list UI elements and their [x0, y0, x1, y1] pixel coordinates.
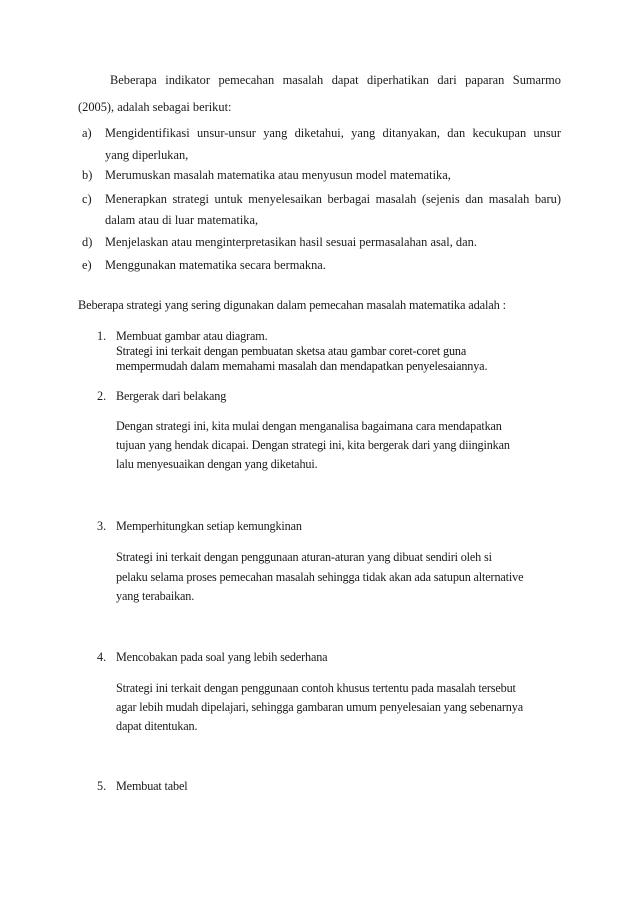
indicator-marker-a: a): [82, 126, 92, 140]
strategy-3-title: Memperhitungkan setiap kemungkinan: [116, 519, 302, 533]
indicator-marker-e: e): [82, 258, 92, 272]
strategy-4-desc-1: Strategi ini terkait dengan penggunaan contoh khusus tertentu pada masalah tersebut: [116, 681, 516, 695]
indicator-d-line-1: Menjelaskan atau menginterpretasikan hasil sesuai permasalahan asal, dan.: [105, 235, 477, 249]
strategy-5-title: Membuat tabel: [116, 779, 188, 793]
strategy-4-title: Mencobakan pada soal yang lebih sederhana: [116, 650, 328, 664]
strategy-4-desc-3: dapat ditentukan.: [116, 719, 198, 733]
indicator-e-line-1: Menggunakan matematika secara bermakna.: [105, 258, 326, 272]
intro-line-1: Beberapa indikator pemecahan masalah dapat diperhatikan dari paparan Sumarmo: [110, 73, 561, 87]
strategy-2-number: 2.: [97, 389, 107, 403]
indicator-a-line-1: Mengidentifikasi unsur-unsur yang diketahui, yang ditanyakan, dan kecukupan unsur: [105, 126, 561, 140]
strategy-intro: Beberapa strategi yang sering digunakan dalam pemecahan masalah matematika adalah :: [78, 298, 506, 312]
strategy-3-desc-2: pelaku selama proses pemecahan masalah sehingga tidak akan ada satupun alternative: [116, 570, 524, 584]
indicator-marker-d: d): [82, 235, 93, 249]
indicator-c-line-1: Menerapkan strategi untuk menyelesaikan berbagai masalah (sejenis dan masalah baru): [105, 192, 561, 206]
indicator-c-line-2: dalam atau di luar matematika,: [105, 213, 259, 227]
strategy-3-desc-1: Strategi ini terkait dengan penggunaan aturan-aturan yang dibuat sendiri oleh si: [116, 550, 492, 564]
strategy-1-number: 1.: [97, 329, 107, 343]
indicator-marker-b: b): [82, 168, 93, 182]
strategy-3-desc-3: yang terabaikan.: [116, 589, 195, 603]
intro-line-2: (2005), adalah sebagai berikut:: [78, 100, 232, 114]
strategy-4-desc-2: agar lebih mudah dipelajari, sehingga gambaran umum penyelesaian yang sebenarnya: [116, 700, 523, 714]
indicator-b-line-1: Merumuskan masalah matematika atau menyusun model matematika,: [105, 168, 451, 182]
strategy-2-desc-1: Dengan strategi ini, kita mulai dengan menganalisa bagaimana cara mendapatkan: [116, 419, 502, 433]
strategy-2-desc-2: tujuan yang hendak dicapai. Dengan strategi ini, kita bergerak dari yang diinginkan: [116, 438, 510, 452]
strategy-1-title: Membuat gambar atau diagram.: [116, 329, 268, 343]
strategy-4-number: 4.: [97, 650, 107, 664]
strategy-1-desc-1: Strategi ini terkait dengan pembuatan sketsa atau gambar coret-coret guna: [116, 344, 467, 358]
strategy-2-desc-3: lalu menyesuaikan dengan yang diketahui.: [116, 457, 318, 471]
indicator-a-line-2: yang diperlukan,: [105, 148, 189, 162]
strategy-2-title: Bergerak dari belakang: [116, 389, 227, 403]
strategy-1-desc-2: mempermudah dalam memahami masalah dan mendapatkan penyelesaiannya.: [116, 359, 488, 373]
strategy-3-number: 3.: [97, 519, 107, 533]
indicator-marker-c: c): [82, 192, 92, 206]
strategy-5-number: 5.: [97, 779, 107, 793]
